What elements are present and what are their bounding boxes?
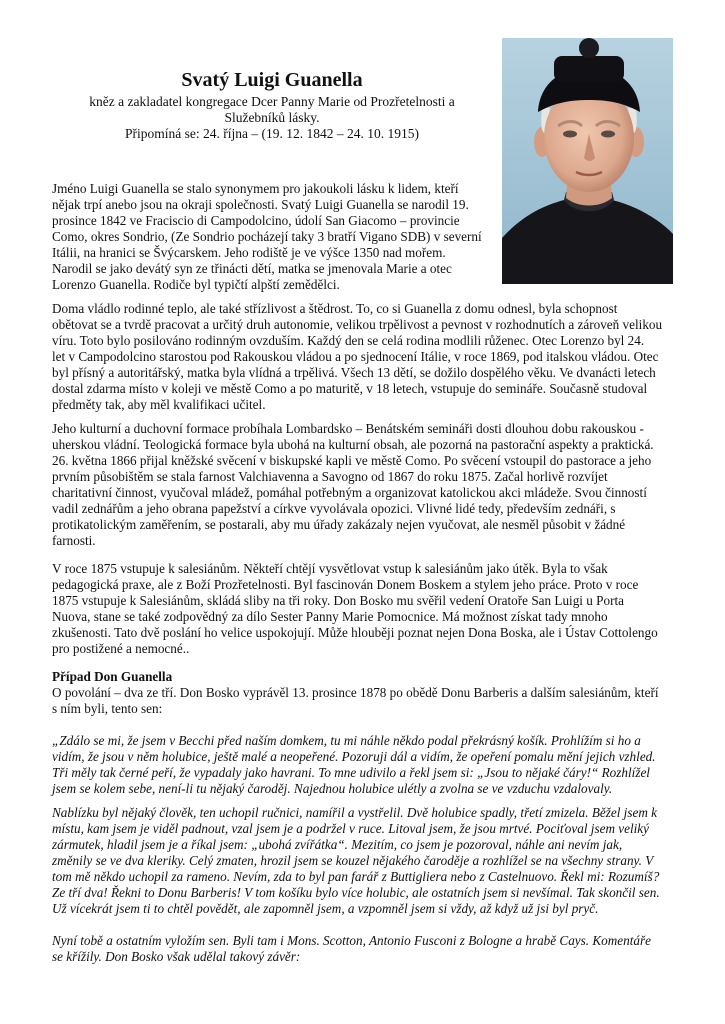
document-header [52,68,492,142]
section-heading: Případ Don Guanella [52,669,173,684]
portrait-photo [502,38,673,284]
intro-paragraph: Jméno Luigi Guanella se stalo synonymem pro jakoukoli lásku k lidem, kteří nějak trpí anebo jsou na okraji společnosti. Svatý Luigi Guanella se narodil 19. prosince 1842 ve Fraciscio di Campodolcino, údolí San Giacomo – provincie Como, okres Sondrio, (Ze Sondrio pocházejí taky 3 bratří Vigano SDB) v severní Itálii, na hranici se Švýcarskem. Jeho rodiště je ve výšce 1350 nad mořem. Narodil se jako devátý syn ze třinácti dětí, matka se jmenovala Marie a otec Lorenzo Guanella. Rodiče byl typičtí alpští zemědělci. [52,181,482,292]
dream-quote-2: Nablízku byl nějaký člověk, ten uchopil ručnici, namířil a vystřelil. Dvě holubice spadly, třetí zmizela. Běžel jsem k místu, kam jsem je viděl padnout, vzal jsem je a podržel v ruce. Litoval jsem, že jsou mrtvé. Pociťoval jsem veliký zármutek, hladil jsem je a říkal jsem: „ubohá zvířátka“. Mezitím, co jsem je pozoroval, náhle ani nevím jak, změnily se ve dva kleriky. Celý zmaten, hrozil jsem se kouzel nějakého čaroděje a rozhlížel se na všechny strany. V tom mě někdo uchopil za rameno. Nevím, zda to byl pan farář z Buttigliera nebo z Castelnuovo. Řekl mi: Rozumíš? Ze tří dva! Řekni to Donu Barberis! V tom košíku bylo více holubic, ale ostatních jsem si nevšímal. Tak skončil sen. Už vícekrát jsem ti to chtěl povědět, ale zapomněl jsem, a vzpomněl jsem si vždy, až když už jsi byl pryč. [52,805,660,916]
page-title: Svatý Luigi Guanella [181,69,363,91]
page-subtitle: kněz a zakladatel kongregace Dcer Panny Marie od Prozřetelnosti a Služebníků lásky. [89,94,455,125]
paragraph-family: Doma vládlo rodinné teplo, ale také střízlivost a štědrost. To, co si Guanella z domu odnesl, byla schopnost obětovat se a tvrdě pracovat a určitý druh autonomie, velikou trpělivost a pevnost v rozhodnutích a zároveň velikou víru. Toto bylo posilováno rodinným ovzduším. Každý den se celá rodina modlili růženec. Otec Lorenzo byl 24. let v Campodolcino starostou pod Rakouskou vládou a po sjednocení Itálie, v roce 1869, pod italskou vládou. Otec byl přísný a autoritářský, matka byla vlídná a trpělivá. Všech 13 dětí, se dožilo dospělého věku. Ve dvanácti letech dostal zdarma místo v koleji ve městě Como a po maturitě, v 18 letech, vstupuje do semináře. Současně studoval předměty tak, aby měl kvalifikaci učitel. [52,301,663,412]
paragraph-salesians: V roce 1875 vstupuje k salesiánům. Někteří chtějí vysvětlovat vstup k salesiánům jako útěk. Byla to však pedagogická praxe, ale z Boží Prozřetelnosti. Byl fascinován Donem Boskem a stylem jeho práce. Proto v roce 1875 vstupuje k Salesiánům, skládá sliby na tři roky. Don Bosko mu svěřil vedení Oratoře San Luigi u Porta Nuova, stane se také zodpovědný za dílo Sester Panny Marie Pomocnice. Má možnost získat tady mnoho zkušenosti. Tato dvě poslání ho velice uspokojují. Může hlouběji poznat nejen Dona Boska, ale i Ústav Cottolengo pro postižené a nemocné.. [52,561,658,656]
commemoration-dates: Připomíná se: 24. října – (19. 12. 1842 – 24. 10. 1915) [125,126,419,141]
paragraph-formation: Jeho kulturní a duchovní formace probíhala Lombardsko – Benátském semináři dosti dlouhou dobu rakouskou - uherskou vládní. Teologická formace byla ubohá na kulturní obsah, ale pozorná na pastorační aspekty a praktická. 26. května 1866 přijal kněžské svěcení v biskupské kapli ve městě Como. Po svěcení vstoupil do pastorace a jeho prvním působištěm se stala farnost Valchiavenna a Savogno od 1867 do roku 1875. Začal horlivě rozvíjet charitativní činnost, vyučoval mládež, pomáhal potřebným a organizovat katolickou akci mládeže. Svou činností vadil zednářům a jeho obrana papežství a církve vyvolávala opozici. Vlivné lidé tedy, především zednáři, s protikatolickým zaměřením, se postarali, aby mu úřady zakázaly nejen vyučovat, ale nesměl působit v žádné farnosti. [52,421,654,548]
dream-quote-1: „Zdálo se mi, že jsem v Becchi před naším domkem, tu mi náhle někdo podal překrásný košík. Prohlížím si ho a vidím, že jsou v něm holubice, ještě malé a neopeřené. Pozoruji dál a vidím, že opeření pomalu mění jejich vzhled. Tři měly tak černé peří, že vypadaly jako havrani. To mne udivilo a řekl jsem si: „Jsou to nějaké čáry!“ Rozhlížel jsem se kolem sebe, není-li tu nějaký čaroděj. Najednou holubice ulétly a zvolna se ve vzduchu vzdalovaly. [52,733,656,796]
portrait-icon [502,38,673,284]
dream-quote-3: Nyní tobě a ostatním vyložím sen. Byli tam i Mons. Scotton, Antonio Fusconi z Bologne a hrabě Cays. Komentáře se křížily. Don Bosko však udělal takový závěr: [52,933,651,964]
paragraph-vocation: O povolání – dva ze tří. Don Bosko vyprávěl 13. prosince 1878 po obědě Donu Barberis a dalším salesiánům, kteří s ním byli, tento sen: [52,685,659,716]
